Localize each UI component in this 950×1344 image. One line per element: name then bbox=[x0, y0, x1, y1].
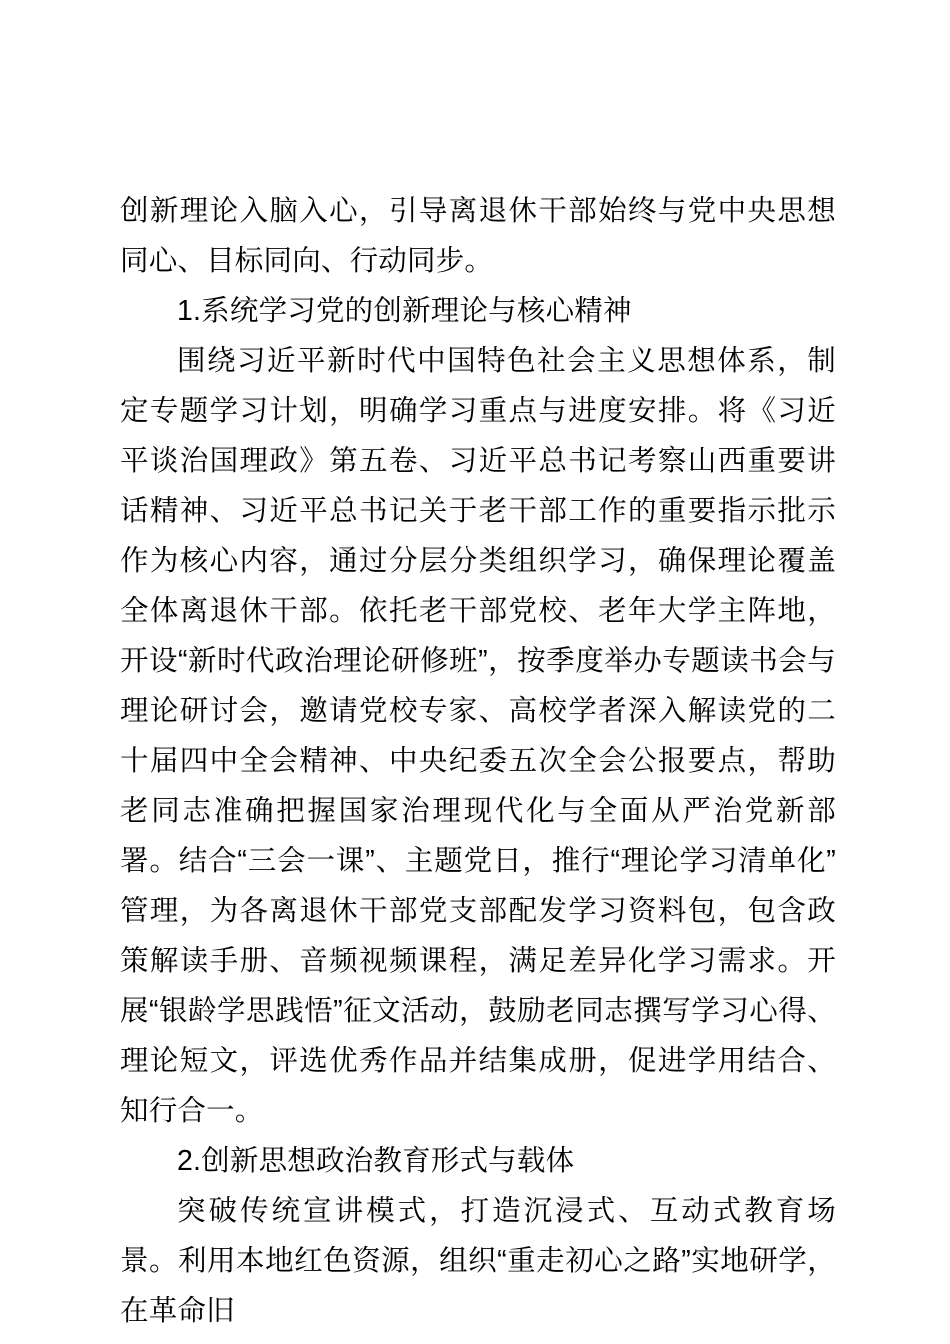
heading-2: 2.创新思想政治教育形式与载体 bbox=[177, 1145, 575, 1177]
paragraph-continued: 创新理论入脑入心，引导离退休干部始终与党中央思想同心、目标同向、行动同步。 bbox=[120, 195, 836, 277]
document-body bbox=[120, 186, 836, 1336]
heading-1: 1.系统学习党的创新理论与核心精神 bbox=[177, 295, 632, 327]
paragraph-1: 围绕习近平新时代中国特色社会主义思想体系，制定专题学习计划，明确学习重点与进度安排。将《习近平谈治国理政》第五卷、习近平总书记考察山西重要讲话精神、习近平总书记关于老干部工作的重要指示批示作为核心内容，通过分层分类组织学习，确保理论覆盖全体离退休干部。依托老干部党校、老年大学主阵地，开设“新时代政治理论研修班”，按季度举办专题读书会与理论研讨会，邀请党校专家、高校学者深入解读党的二十届四中全会精神、中央纪委五次全会公报要点，帮助老同志准确把握国家治理现代化与全面从严治党新部署。结合“三会一课”、主题党日，推行“理论学习清单化”管理，为各离退休干部党支部配发学习资料包，包含政策解读手册、音频视频课程，满足差异化学习需求。开展“银龄学思践悟”征文活动，鼓励老同志撰写学习心得、理论短文，评选优秀作品并结集成册，促进学用结合、知行合一。 bbox=[120, 345, 836, 1127]
paragraph-2: 突破传统宣讲模式，打造沉浸式、互动式教育场景。利用本地红色资源，组织“重走初心之路”实地研学，在革命旧 bbox=[120, 1195, 836, 1327]
